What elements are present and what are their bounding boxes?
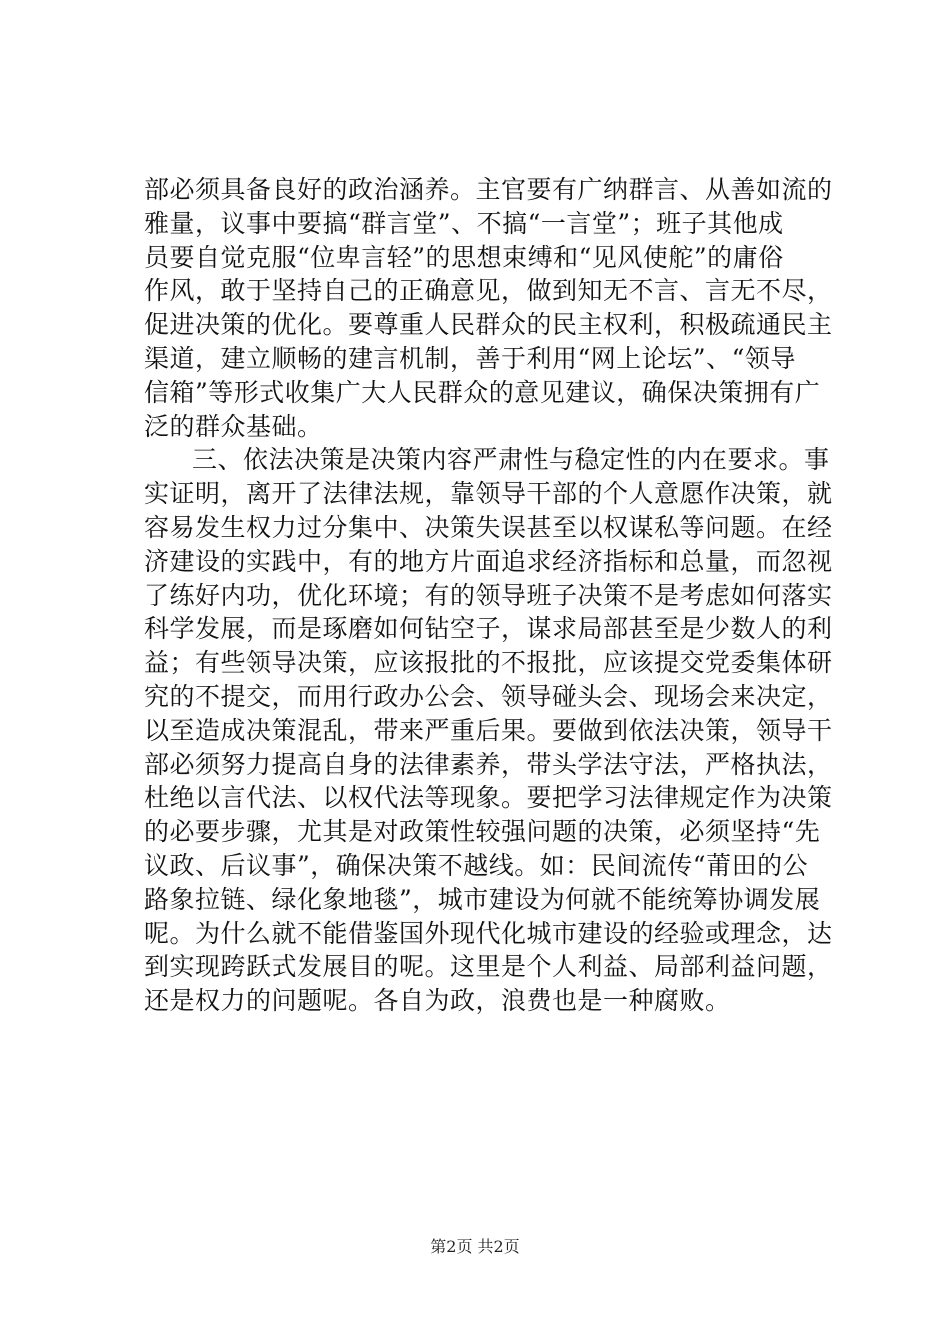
text-line: 济建设的实践中，有的地方片面追求经济指标和总量，而忽视 bbox=[144, 546, 833, 576]
text-line: 路象拉链、绿化象地毯”，城市建设为何就不能统筹协调发展 bbox=[144, 884, 821, 914]
text-line: 还是权力的问题呢。各自为政，浪费也是一种腐败。 bbox=[144, 986, 731, 1016]
text-line: 究的不提交，而用行政办公会、领导碰头会、现场会来决定， bbox=[144, 681, 833, 711]
text-line: 实证明，离开了法律法规，靠领导干部的个人意愿作决策，就 bbox=[144, 479, 833, 509]
text-line: 雅量，议事中要搞“群言堂”、不搞“一言堂”；班子其他成 bbox=[144, 208, 784, 238]
text-line: 议政、后议事”，确保决策不越线。如：民间流传“莆田的公 bbox=[144, 850, 809, 880]
text-line: 呢。为什么就不能借鉴国外现代化城市建设的经验或理念，达 bbox=[144, 918, 833, 948]
text-line: 的必要步骤，尤其是对政策性较强问题的决策，必须坚持“先 bbox=[144, 817, 821, 847]
text-line: 部必须具备良好的政治涵养。主官要有广纳群言、从善如流的 bbox=[144, 175, 833, 204]
text-line: 杜绝以言代法、以权代法等现象。要把学习法律规定作为决策 bbox=[144, 783, 833, 813]
document-body bbox=[144, 173, 833, 1018]
section-heading-line: 三、依法决策是决策内容严肃性与稳定性的内在要求。事 bbox=[192, 445, 830, 475]
text-line: 部必须努力提高自身的法律素养，带头学法守法，严格执法， bbox=[144, 749, 833, 779]
text-line: 信箱”等形式收集广大人民群众的意见建议，确保决策拥有广 bbox=[144, 377, 821, 407]
text-line: 渠道，建立顺畅的建言机制，善于利用“网上论坛”、“领导 bbox=[144, 343, 796, 373]
text-line: 作风，敢于坚持自己的正确意见，做到知无不言、言无不尽， bbox=[144, 276, 833, 306]
text-line: 益；有些领导决策，应该报批的不报批，应该提交党委集体研 bbox=[144, 648, 833, 678]
page-number-footer: 第2页 共2页 bbox=[430, 1237, 520, 1256]
text-line: 促进决策的优化。要尊重人民群众的民主权利，积极疏通民主 bbox=[144, 310, 833, 340]
text-line: 了练好内功，优化环境；有的领导班子决策不是考虑如何落实 bbox=[144, 580, 833, 610]
text-line: 以至造成决策混乱，带来严重后果。要做到依法决策，领导干 bbox=[144, 715, 833, 745]
text-line: 科学发展，而是琢磨如何钻空子，谋求局部甚至是少数人的利 bbox=[144, 614, 833, 644]
text-line: 员要自觉克服“位卑言轻”的思想束缚和“见风使舵”的庸俗 bbox=[144, 242, 784, 272]
text-line: 容易发生权力过分集中、决策失误甚至以权谋私等问题。在经 bbox=[144, 512, 833, 542]
text-line: 泛的群众基础。 bbox=[144, 411, 323, 441]
text-line: 到实现跨跃式发展目的呢。这里是个人利益、局部利益问题， bbox=[144, 952, 833, 982]
